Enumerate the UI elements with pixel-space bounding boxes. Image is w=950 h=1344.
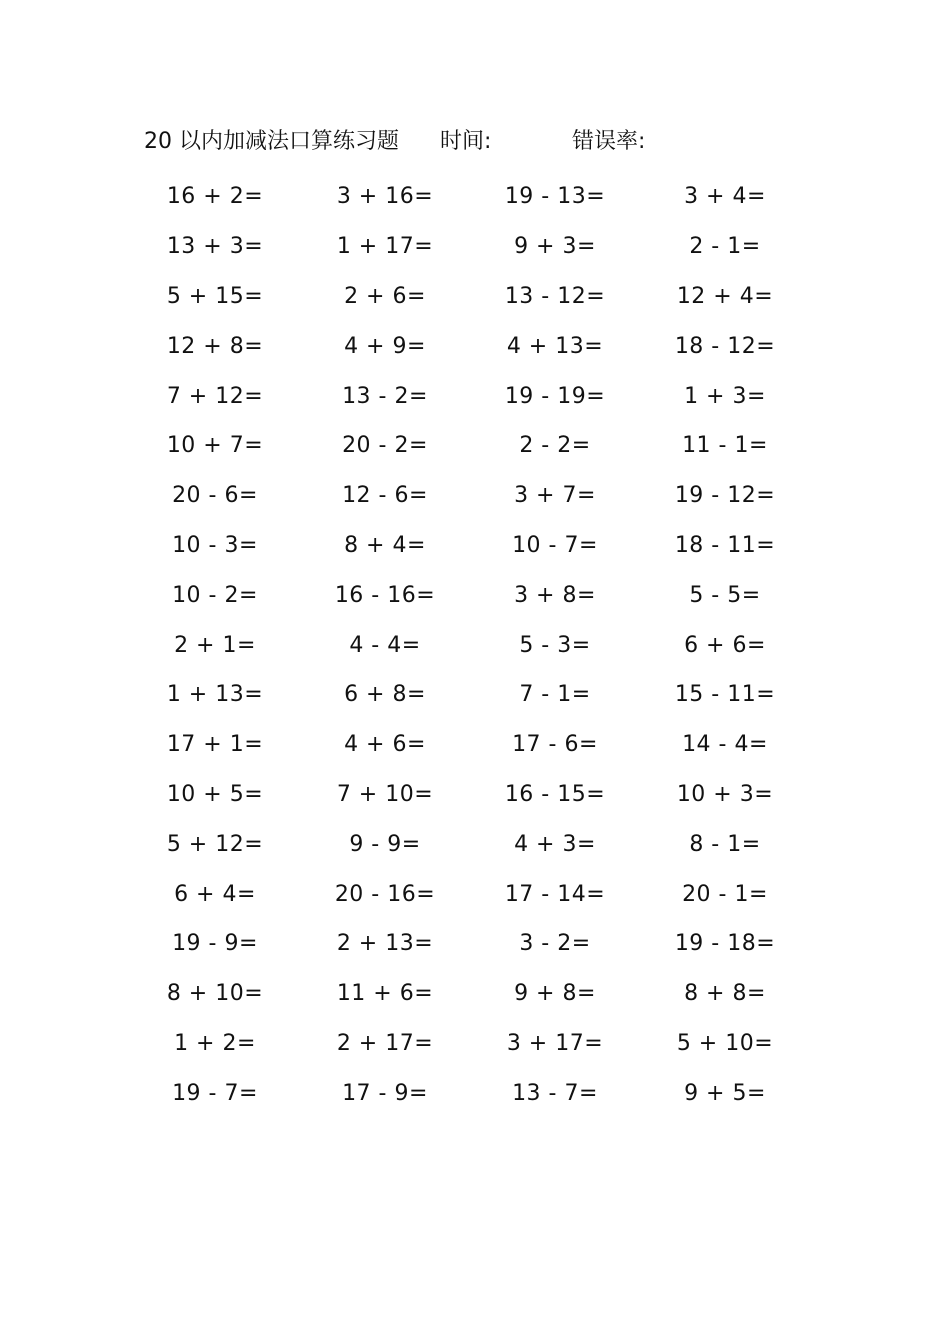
problem-item: 12 - 6=	[342, 483, 428, 509]
problem-row	[130, 770, 810, 820]
problem-item: 12 + 4=	[676, 283, 774, 309]
problem-item: 6 + 6=	[684, 632, 766, 658]
problem-item: 2 + 1=	[174, 632, 256, 658]
problem-item: 11 - 1=	[682, 433, 768, 459]
problem-item: 10 + 3=	[676, 781, 774, 807]
problem-item: 16 - 15=	[504, 781, 606, 807]
problem-item: 5 - 5=	[689, 582, 761, 608]
problem-item: 7 + 12=	[166, 383, 264, 409]
problem-item: 2 - 1=	[689, 234, 761, 260]
problem-item: 19 - 13=	[504, 184, 606, 210]
problem-item: 8 - 1=	[689, 831, 761, 857]
problem-item: 17 + 1=	[166, 732, 264, 758]
problem-item: 5 + 15=	[166, 283, 264, 309]
problem-row	[130, 570, 810, 620]
problem-item: 1 + 13=	[166, 682, 264, 708]
problem-row	[130, 919, 810, 969]
problem-item: 13 + 3=	[166, 234, 264, 260]
problem-item: 12 + 8=	[166, 333, 264, 359]
problem-item: 10 - 7=	[512, 532, 598, 558]
problem-item: 19 - 18=	[674, 931, 776, 957]
problem-item: 2 + 17=	[336, 1030, 434, 1056]
problem-item: 10 - 2=	[172, 582, 258, 608]
problem-row	[130, 421, 810, 471]
problem-item: 17 - 6=	[512, 732, 598, 758]
problem-row	[130, 471, 810, 521]
problem-item: 4 - 4=	[349, 632, 421, 658]
problem-item: 9 - 9=	[349, 831, 421, 857]
problem-row	[130, 819, 810, 869]
problem-row	[130, 969, 810, 1019]
problem-item: 20 - 1=	[682, 881, 768, 907]
problem-item: 19 - 19=	[504, 383, 606, 409]
problem-item: 9 + 5=	[684, 1080, 766, 1106]
problem-item: 3 + 7=	[514, 483, 596, 509]
problem-item: 6 + 4=	[174, 881, 256, 907]
problem-item: 18 - 11=	[674, 532, 776, 558]
problem-item: 14 - 4=	[682, 732, 768, 758]
problem-item: 11 + 6=	[336, 981, 434, 1007]
problem-row	[130, 272, 810, 322]
problem-item: 18 - 12=	[674, 333, 776, 359]
problem-item: 2 + 6=	[344, 283, 426, 309]
problem-item: 6 + 8=	[344, 682, 426, 708]
problem-item: 4 + 6=	[344, 732, 426, 758]
problem-item: 17 - 9=	[342, 1080, 428, 1106]
problem-item: 8 + 10=	[166, 981, 264, 1007]
problem-item: 16 - 16=	[334, 582, 436, 608]
problem-item: 5 + 12=	[166, 831, 264, 857]
problem-row	[130, 321, 810, 371]
problem-row	[130, 620, 810, 670]
problem-item: 1 + 3=	[684, 383, 766, 409]
problem-grid	[130, 172, 810, 1118]
problem-item: 10 - 3=	[172, 532, 258, 558]
problem-item: 2 + 13=	[336, 931, 434, 957]
problem-item: 20 - 16=	[334, 881, 436, 907]
problem-row	[130, 1068, 810, 1118]
problem-row	[130, 371, 810, 421]
problem-item: 3 + 16=	[336, 184, 434, 210]
problem-row	[130, 720, 810, 770]
problem-row	[130, 172, 810, 222]
problem-row	[130, 1019, 810, 1069]
problem-item: 3 + 17=	[506, 1030, 604, 1056]
problem-item: 16 + 2=	[166, 184, 264, 210]
problem-item: 9 + 3=	[514, 234, 596, 260]
problem-row	[130, 869, 810, 919]
problem-item: 13 - 12=	[504, 283, 606, 309]
time-label: 时间:	[440, 129, 492, 154]
problem-item: 5 - 3=	[519, 632, 591, 658]
problem-row	[130, 521, 810, 571]
problem-item: 20 - 6=	[172, 483, 258, 509]
problem-item: 17 - 14=	[504, 881, 606, 907]
problem-item: 13 - 7=	[512, 1080, 598, 1106]
problem-item: 9 + 8=	[514, 981, 596, 1007]
problem-item: 10 + 7=	[166, 433, 264, 459]
problem-item: 8 + 8=	[684, 981, 766, 1007]
problem-item: 1 + 2=	[174, 1030, 256, 1056]
problem-item: 1 + 17=	[336, 234, 434, 260]
problem-item: 7 - 1=	[519, 682, 591, 708]
worksheet-header	[144, 124, 844, 160]
problem-row	[130, 670, 810, 720]
problem-item: 10 + 5=	[166, 781, 264, 807]
worksheet-title: 20 以内加减法口算练习题	[144, 129, 399, 154]
error-rate-label: 错误率:	[572, 129, 646, 154]
problem-item: 19 - 9=	[172, 931, 258, 957]
problem-item: 4 + 3=	[514, 831, 596, 857]
problem-item: 4 + 13=	[506, 333, 604, 359]
problem-item: 3 - 2=	[519, 931, 591, 957]
problem-row	[130, 222, 810, 272]
problem-item: 19 - 12=	[674, 483, 776, 509]
problem-item: 15 - 11=	[674, 682, 776, 708]
problem-item: 3 + 4=	[684, 184, 766, 210]
problem-item: 2 - 2=	[519, 433, 591, 459]
problem-item: 7 + 10=	[336, 781, 434, 807]
problem-item: 4 + 9=	[344, 333, 426, 359]
problem-item: 20 - 2=	[342, 433, 428, 459]
problem-item: 3 + 8=	[514, 582, 596, 608]
problem-item: 13 - 2=	[342, 383, 428, 409]
problem-item: 19 - 7=	[172, 1080, 258, 1106]
problem-item: 5 + 10=	[676, 1030, 774, 1056]
problem-item: 8 + 4=	[344, 532, 426, 558]
